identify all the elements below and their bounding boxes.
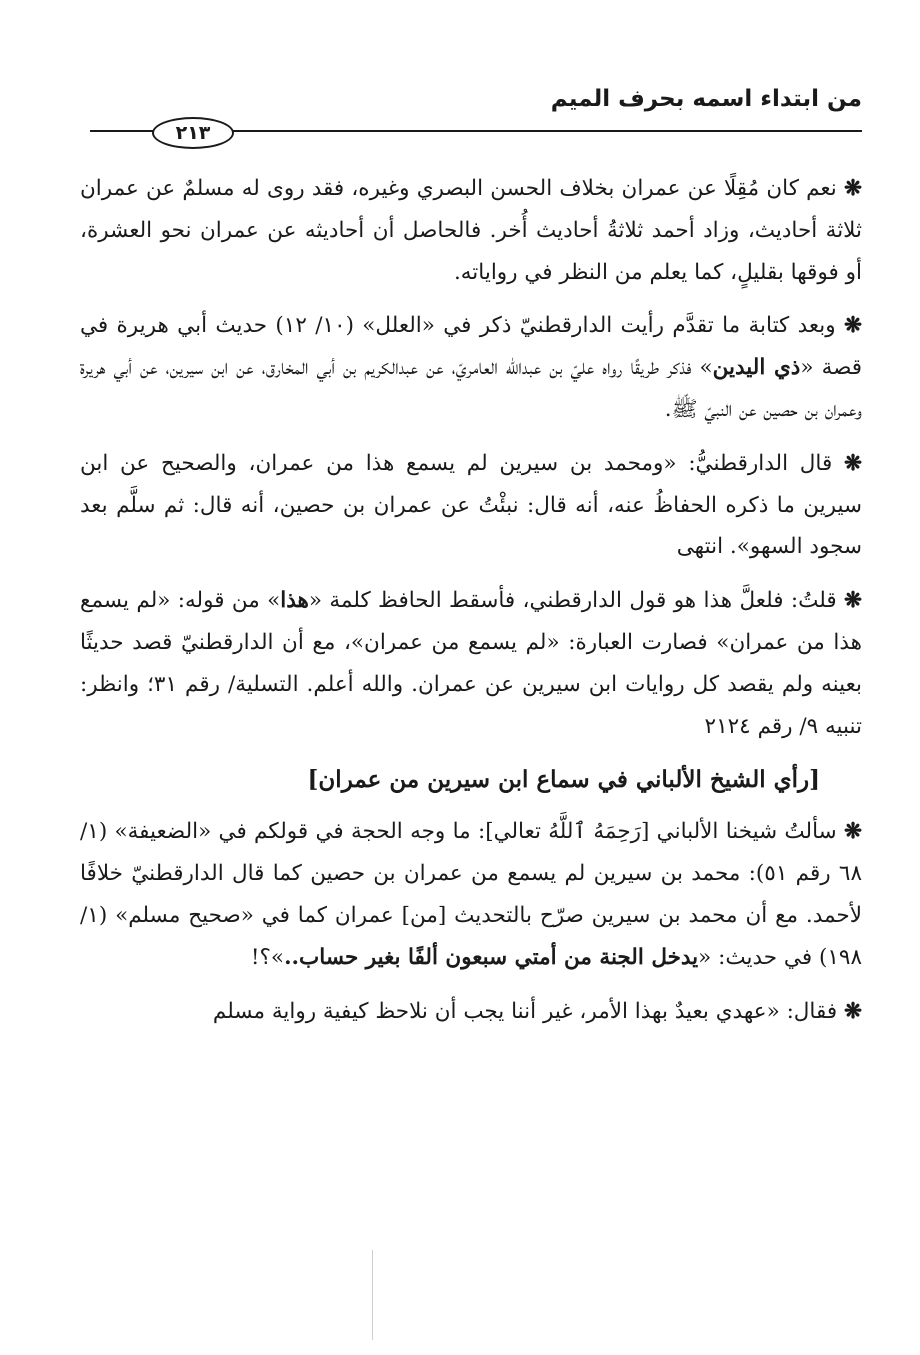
paragraph-4 [80,580,862,747]
bullet-mark: ❋ [843,998,862,1024]
scan-margin-line [372,1250,373,1340]
paragraph-2 [80,305,862,430]
body-text [80,168,862,1044]
paragraph-6-text: فقال: «عهدي بعيدٌ بهذا الأمر، غير أننا يجب أن نلاحظ كيفية رواية مسلم [212,998,838,1024]
paragraph-4-bold: هذا [280,588,309,614]
paragraph-5-bold: يدخل الجنة من أمتي سبعون ألفًا بغير حساب.. [284,944,699,970]
page-number: ٢١٣ [152,117,234,149]
paragraph-5 [80,811,862,978]
paragraph-4-text-b: » من قوله: «لم يسمع هذا من عمران» فصارت العبارة: «لم يسمع من عمران»، مع أن الدارقطنيّ قصد حديثًا بعينه ولم يقصد كل روايات ابن سيرين عن عمران. والله أعلم. التسلية/ رقم ٣١؛ وانظر: تنبيه ٩/ رقم ٢١٢٤ [80,588,862,739]
bullet-mark: ❋ [843,450,862,476]
paragraph-5-text-a: سألتُ شيخنا الألباني [رَحِمَهُ ٱللَّهُ تعالي]: ما وجه الحجة في قولكم في «الضعيفة» (١/ ٦٨ رقم ٥١): محمد بن سيرين لم يسمع من عمران بن حصين كما قال الدارقطنيّ خلافًا لأحمد. مع أن محمد بن سيرين صرّح بالتحديث [من] عمران كما في «صحيح مسلم» (١/ ١٩٨) في حديث: « [80,819,862,970]
running-head-title: من ابتداء اسمه بحرف الميم [550,86,862,112]
bullet-mark: ❋ [843,176,862,201]
paragraph-2-text-b: » فذكر طريقًا رواه عليّ بن عبدالله العامريّ، عن عبدالكريم بن أبي المخارق، عن ابن سيرين، عن أبي هريرة وعمران بن حصين عن النبيّ ﷺ. [80,355,862,422]
bullet-mark: ❋ [843,313,862,339]
paragraph-1-text: نعم كان مُقِلًا عن عمران بخلاف الحسن البصري وغيره، فقد روى له مسلمٌ عن عمران ثلاثة أحاديث، وزاد أحمد ثلاثةُ أحاديث أُخر. فالحاصل أن أحاديثه عن عمران نحو العشرة، أو فوقها بقليلٍ، كما يعلم من النظر في رواياته. [80,176,862,285]
paragraph-3 [80,443,862,568]
bullet-mark: ❋ [843,819,862,845]
bullet-mark: ❋ [844,588,863,614]
paragraph-6 [80,991,862,1033]
section-heading: [رأي الشيخ الألباني في سماع ابن سيرين من عمران] [307,766,820,794]
paragraph-5-text-b: »؟! [250,944,285,970]
paragraph-1 [80,168,862,293]
paragraph-3-text: قال الدارقطنيُّ: «ومحمد بن سيرين لم يسمع هذا من عمران، والصحيح عن ابن سيرين ما ذكره الحفاظُ عنه، أنه قال: نبئْتُ عن عمران بن حصين، أنه قال: ثم سلَّم بعد سجود السهو». انتهى [80,450,862,560]
paragraph-4-text-a: قلتُ: فلعلَّ هذا هو قول الدارقطني، فأسقط الحافظ كلمة « [308,588,837,614]
paragraph-2-bold: ذي اليدين [712,355,801,381]
paragraph-2-text-a: وبعد كتابة ما تقدَّم رأيت الدارقطنيّ ذكر في «العلل» (١٠/ ١٢) حديث أبي هريرة في قصة « [80,313,863,381]
